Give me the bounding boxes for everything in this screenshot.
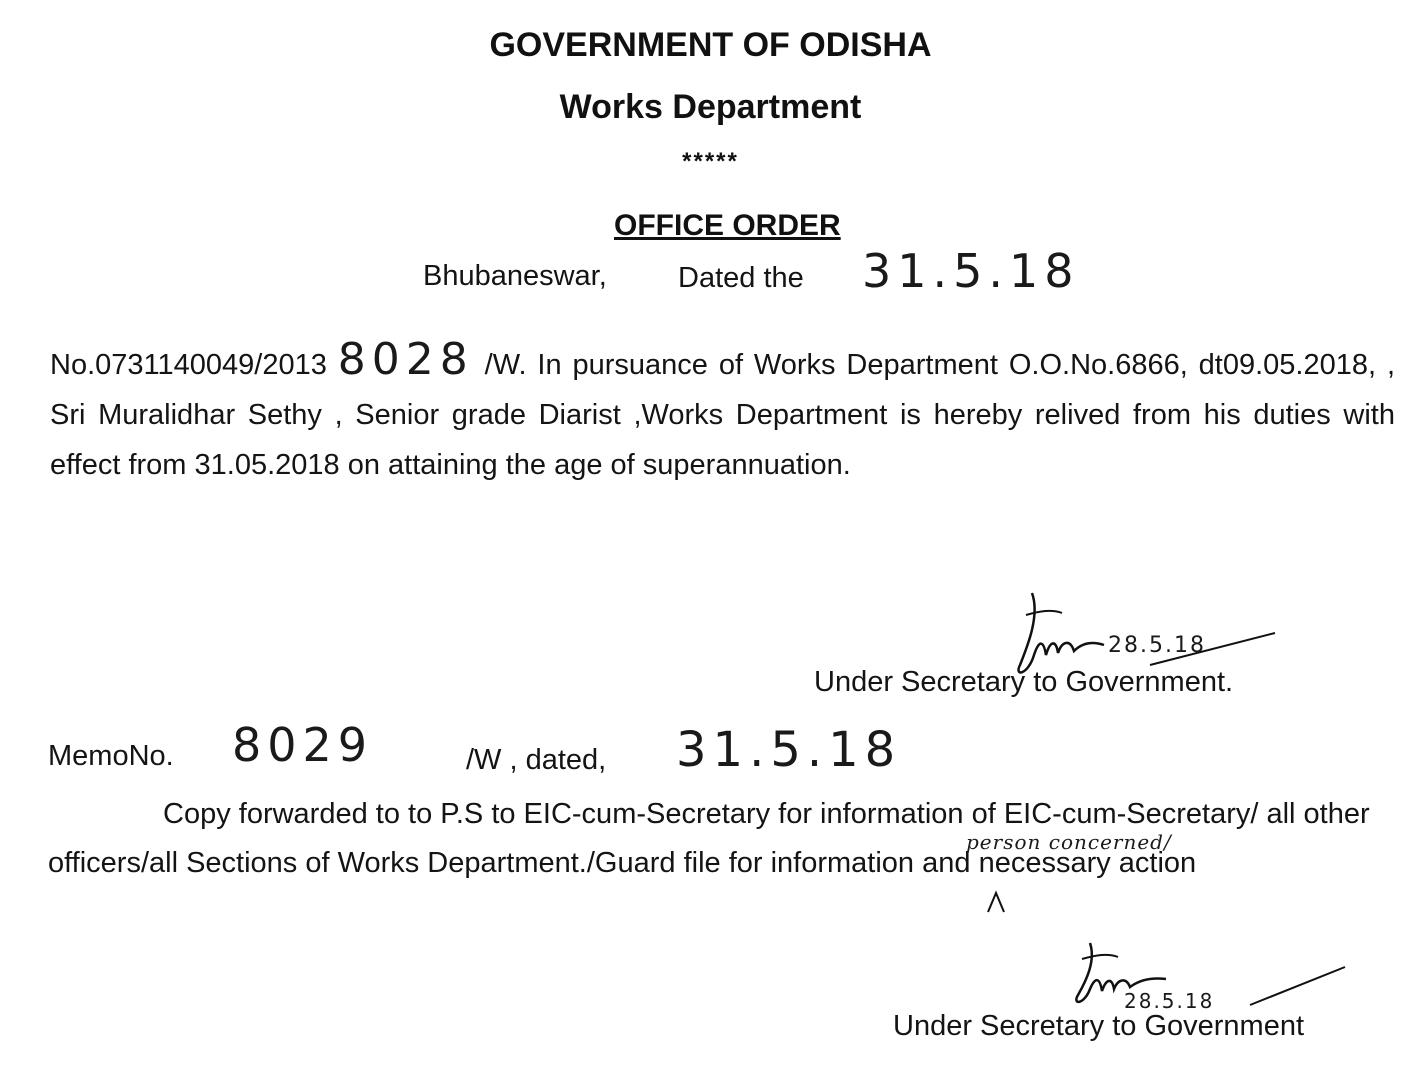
memo-suffix: /W , dated, [466,744,607,776]
government-title: GOVERNMENT OF ODISHA [489,26,932,64]
signature-1-date: 28.5.18 [1108,633,1206,658]
copy-text-part2: Guard file for information and necessary action [594,847,1197,879]
signature-1-designation: Under Secretary to Government. [814,666,1234,698]
copy-forwarded-paragraph [48,790,1388,888]
order-body-text: /W. In pursuance of Works Department O.O.No.6866, dt09.05.2018, , Sri Muralidhar Sethy , Senior grade Diarist ,Works Department is hereby relived from his duties with effect from 31.05.2018 on attaining the age of superannuation. [50,349,1395,481]
order-paragraph [50,334,1395,490]
signature-2-date: 28.5.18 [1124,989,1215,1013]
department-title: Works Department [559,88,862,126]
signature-2-designation: Under Secretary to Government [893,1010,1305,1042]
office-order-title: OFFICE ORDER [614,209,841,242]
order-number-prefix: No.0731140049/2013 [50,349,327,381]
memo-label: MemoNo. [48,740,174,772]
insertion-caret-mark [986,890,1006,919]
copy-text-part1: Copy forwarded to to P.S to EIC-cum-Secretary for information of EIC-cum-Secretary/ all other officers/all Sections of Works Department./ [48,798,1370,879]
order-number-handwritten: 8028 [337,334,474,385]
order-date-handwritten: 31.5.18 [862,244,1080,298]
dated-label: Dated the [678,262,804,294]
insertion-handwritten: person concerned/ [966,830,1172,854]
memo-number-handwritten: 8029 [232,718,374,772]
memo-date-handwritten: 31.5.18 [676,722,902,778]
place-label: Bhubaneswar, [423,260,607,292]
header-separator: ***** [682,148,739,175]
